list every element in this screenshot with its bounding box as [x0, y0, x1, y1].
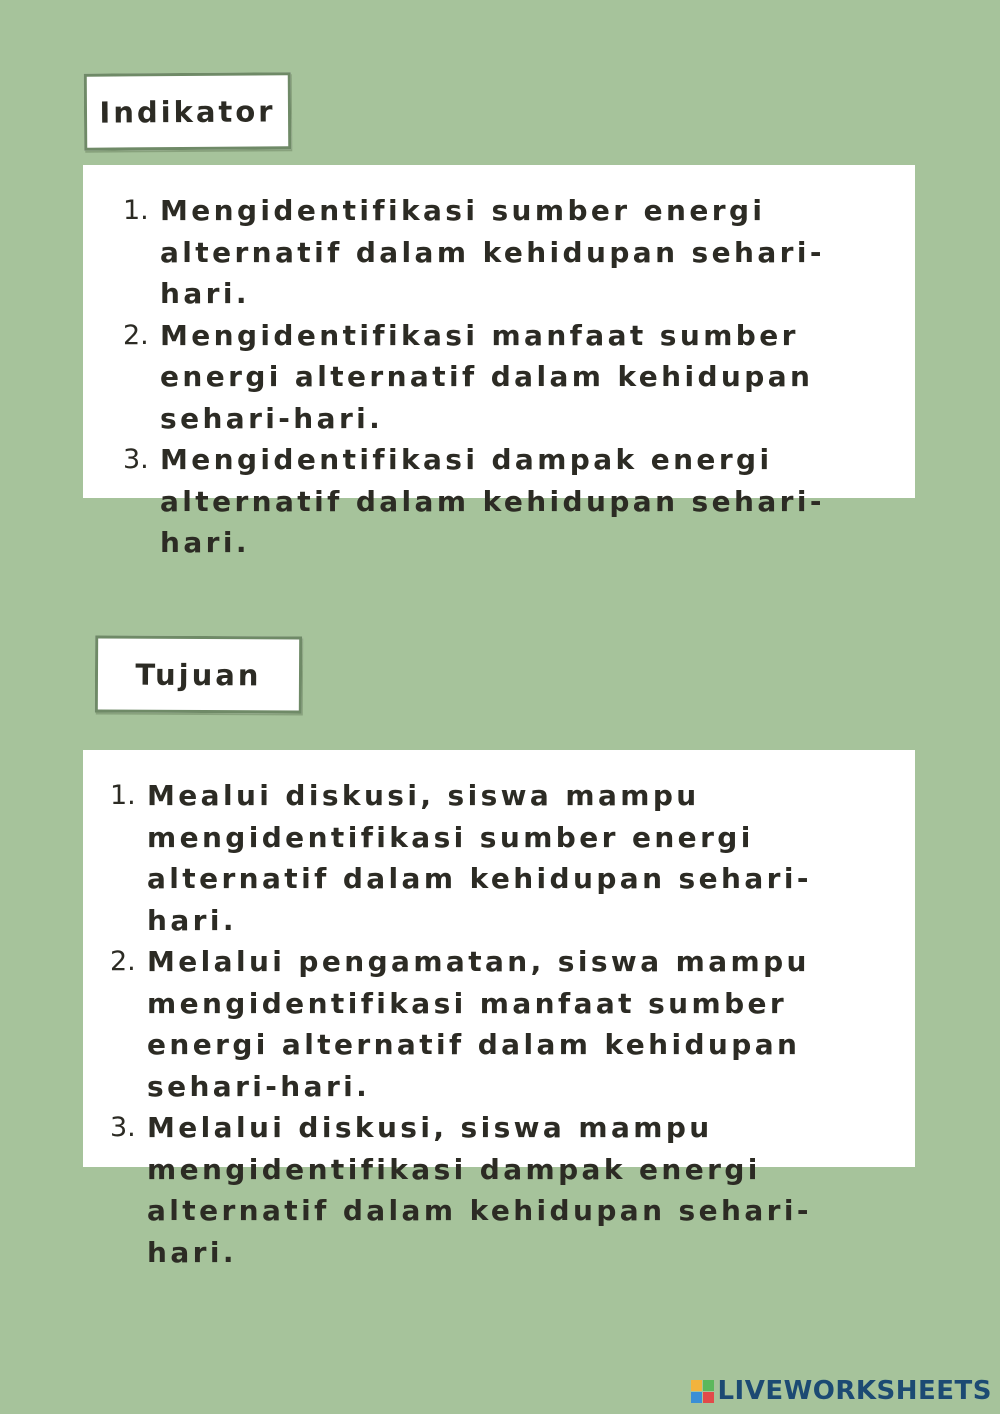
- indikator-card: [83, 165, 915, 559]
- liveworksheets-brand[interactable]: [691, 1376, 992, 1406]
- tujuan-list: [83, 775, 885, 1273]
- list-item-text: Mengidentifikasi sumber energi alternatif dalam kehidupan sehari-hari.: [160, 194, 825, 310]
- list-item-text: Melalui diskusi, siswa mampu mengidentifikasi dampak energi alternatif dalam kehidupan sehari-hari.: [147, 1111, 812, 1269]
- list-item: [83, 315, 885, 440]
- list-item-number: 2.: [110, 946, 136, 977]
- tujuan-heading: [95, 635, 302, 713]
- list-item: [83, 941, 885, 1107]
- brand-name: LIVEWORKSHEETS: [717, 1376, 992, 1406]
- list-item-number: 3.: [123, 444, 149, 475]
- list-item-text: Mengidentifikasi manfaat sumber energi alternatif dalam kehidupan sehari-hari.: [160, 318, 814, 435]
- liveworksheets-logo-icon: [691, 1380, 714, 1403]
- tujuan-heading-label: Tujuan: [135, 657, 262, 692]
- list-item: [83, 1107, 885, 1273]
- list-item: [83, 190, 885, 315]
- list-item: [83, 775, 885, 941]
- list-item-number: 3.: [110, 1112, 136, 1143]
- list-item-number: 1.: [110, 780, 136, 811]
- indikator-heading: [84, 72, 292, 150]
- list-item-text: Mealui diskusi, siswa mampu mengidentifikasi sumber energi alternatif dalam kehidupan sehari-hari.: [147, 779, 812, 937]
- tujuan-card: [83, 750, 915, 1269]
- indikator-list: [83, 190, 885, 564]
- list-item: [83, 439, 885, 564]
- list-item-number: 2.: [123, 319, 149, 351]
- list-item-text: Mengidentifikasi dampak energi alternatif dalam kehidupan sehari-hari.: [160, 443, 825, 559]
- indikator-heading-label: Indikator: [99, 93, 276, 130]
- list-item-text: Melalui pengamatan, siswa mampu mengidentifikasi manfaat sumber energi alternatif dalam kehidupan sehari-hari.: [147, 945, 810, 1103]
- list-item-number: 1.: [123, 195, 149, 226]
